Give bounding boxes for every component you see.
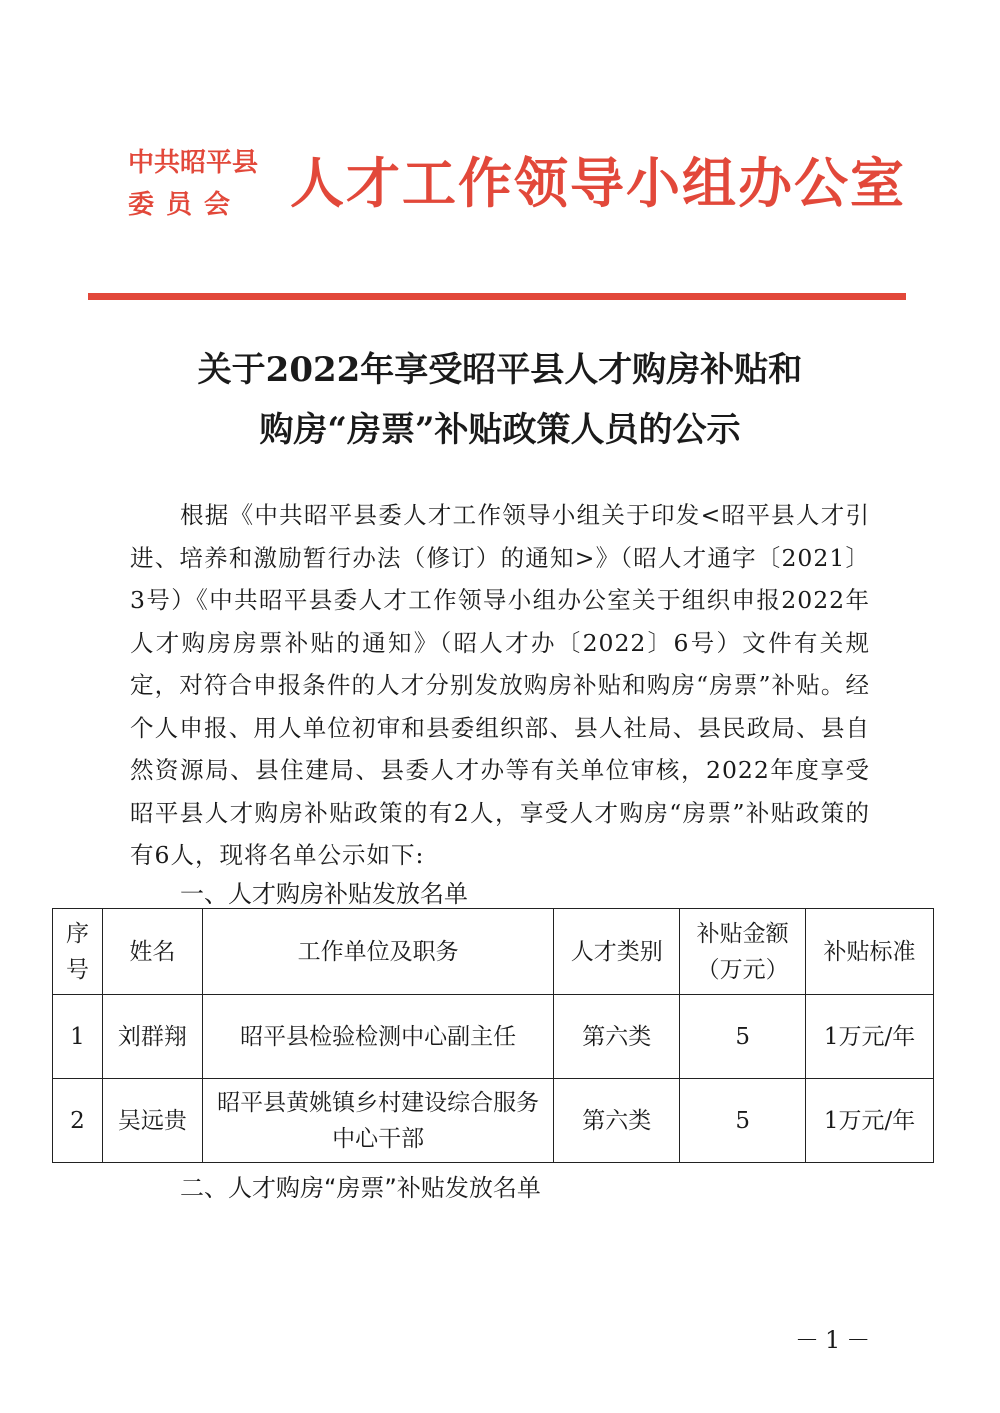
cell-category: 第六类 (554, 995, 680, 1079)
table-row (53, 1079, 934, 1163)
letterhead-party-committee (128, 142, 258, 226)
header-standard: 补贴标准 (806, 909, 934, 995)
cell-unit: 昭平县检验检测中心副主任 (202, 995, 554, 1079)
letterhead-office-name: 人才工作领导小组办公室 (290, 151, 906, 215)
cell-amount: 5 (680, 995, 806, 1079)
title-line2: 购房“房票”补贴政策人员的公示 (259, 410, 741, 450)
header-amount: 补贴金额 （万元） (680, 909, 806, 995)
subsidy-table (52, 908, 934, 1163)
page-number: －1－ (795, 1326, 877, 1354)
table-row (53, 995, 934, 1079)
letterhead-org-line1: 中共昭平县 (128, 148, 259, 178)
letterhead-org-line2: 委员会 (128, 190, 243, 220)
table-header-row (53, 909, 934, 995)
section-heading-housing-subsidy: 一、人才购房补贴发放名单 (180, 880, 468, 908)
cell-name: 刘群翔 (102, 995, 202, 1079)
cell-index: 2 (53, 1079, 103, 1163)
header-index: 序 号 (53, 909, 103, 995)
cell-index: 1 (53, 995, 103, 1079)
cell-category: 第六类 (554, 1079, 680, 1163)
section-heading-house-voucher: 二、人才购房“房票”补贴发放名单 (180, 1174, 541, 1202)
cell-unit: 昭平县黄姚镇乡村建设综合服务中心干部 (202, 1079, 554, 1163)
cell-name: 吴远贵 (102, 1079, 202, 1163)
cell-standard: 1万元/年 (806, 1079, 934, 1163)
letterhead-red-rule (88, 293, 906, 300)
title-line1: 关于2022年享受昭平县人才购房补贴和 (197, 350, 803, 390)
body-paragraph: 根据《中共昭平县委人才工作领导小组关于印发<昭平县人才引进、培养和激励暂行办法（修订）的通知>》（昭人才通字〔2021〕3号）《中共昭平县委人才工作领导小组办公室关于组织申报2022年人才购房房票补贴的通知》（昭人才办〔2022〕6号）文件有关规定，对符合申报条件的人才分别发放购房补贴和购房“房票”补贴。经个人申报、用人单位初审和县委组织部、县人社局、县民政局、县自然资源局、县住建局、县委人才办等有关单位审核，2022年度享受昭平县人才购房补贴政策的有2人，享受人才购房“房票”补贴政策的有6人，现将名单公示如下: (130, 501, 870, 869)
cell-standard: 1万元/年 (806, 995, 934, 1079)
header-unit: 工作单位及职务 (202, 909, 554, 995)
header-name: 姓名 (102, 909, 202, 995)
document-title (60, 340, 940, 460)
header-category: 人才类别 (554, 909, 680, 995)
cell-amount: 5 (680, 1079, 806, 1163)
